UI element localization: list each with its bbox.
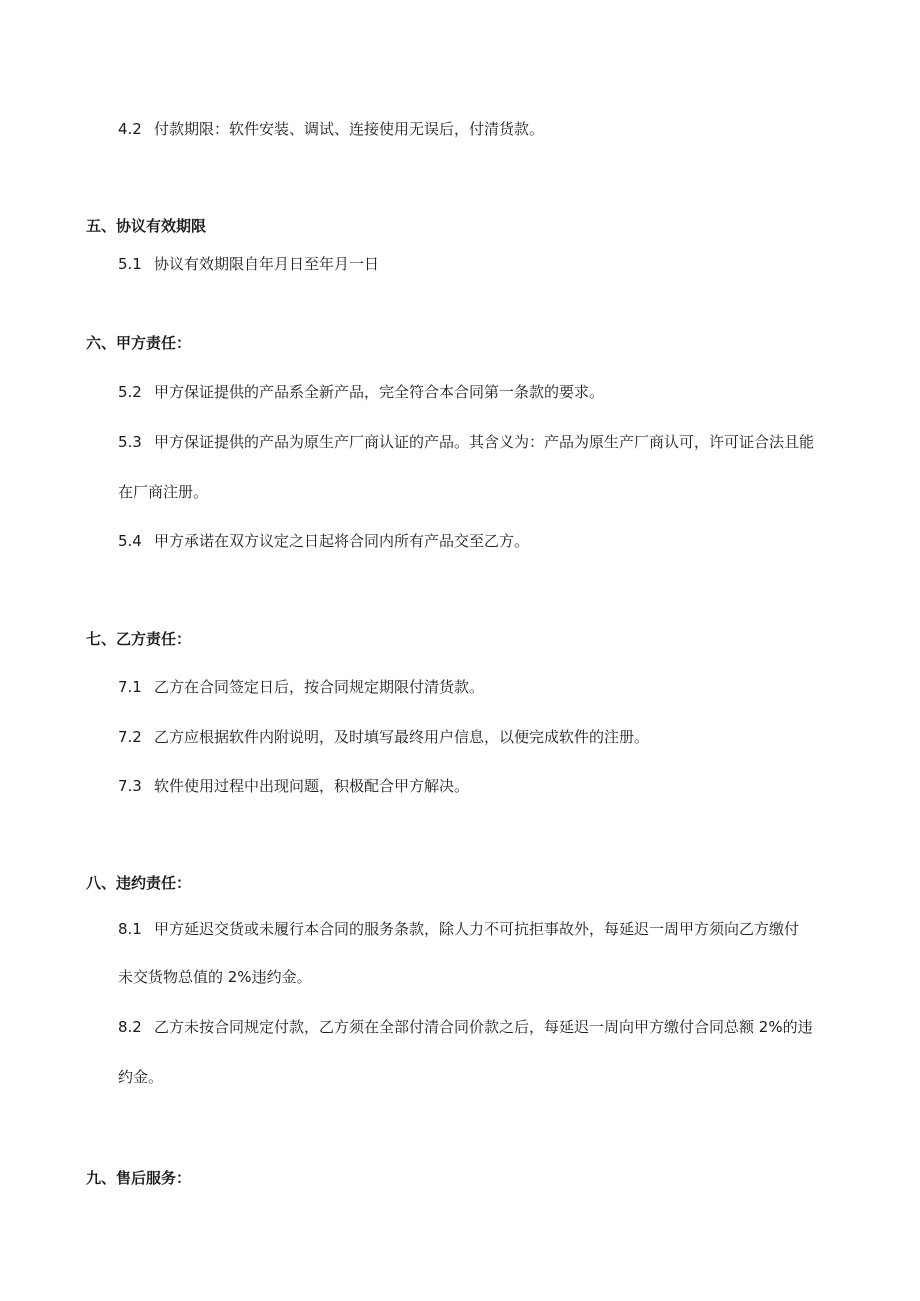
- clause-5-3-continuation: 在厂商注册。: [118, 483, 209, 501]
- clause-8-1: [118, 919, 799, 939]
- clause-number: 7.3: [118, 777, 142, 795]
- clause-8-2: [118, 1017, 813, 1037]
- clause-number: 7.2: [118, 728, 142, 746]
- clause-text: 甲方保证提供的产品系全新产品，完全符合本合同第一条款的要求。: [154, 383, 605, 401]
- clause-text: 乙方应根据软件内附说明，及时填写最终用户信息，以便完成软件的注册。: [154, 728, 650, 746]
- clause-text: 软件使用过程中出现问题，积极配合甲方解决。: [154, 777, 470, 795]
- clause-text: 付款期限：软件安装、调试、连接使用无误后，付清货款。: [154, 120, 545, 138]
- clause-5-4: [118, 531, 529, 551]
- clause-text: 乙方在合同签定日后，按合同规定期限付清货款。: [154, 678, 485, 696]
- clause-number: 4.2: [118, 120, 142, 138]
- section-heading-7: 七、乙方责任：: [86, 630, 192, 648]
- clause-text: 甲方承诺在双方议定之日起将合同内所有产品交至乙方。: [154, 532, 530, 550]
- clause-number: 7.1: [118, 678, 142, 696]
- clause-7-3: [118, 776, 469, 796]
- clause-5-3: [118, 432, 814, 452]
- section-heading-5: 五、协议有效期限: [86, 217, 207, 235]
- clause-8-1-continuation: 未交货物总值的 2%违约金。: [118, 968, 312, 986]
- clause-number: 8.1: [118, 920, 142, 938]
- clause-text: 乙方未按合同规定付款，乙方须在全部付清合同价款之后，每延迟一周向甲方缴付合同总额 2%的违: [154, 1018, 813, 1036]
- clause-number: 5.4: [118, 532, 142, 550]
- clause-text: 甲方延迟交货或未履行本合同的服务条款，除人力不可抗拒事故外，每延迟一周甲方须向乙方缴付: [154, 920, 800, 938]
- section-heading-8: 八、违约责任：: [86, 874, 192, 892]
- clause-number: 5.3: [118, 433, 142, 451]
- clause-text: 协议有效期限自年月日至年月一日: [154, 255, 380, 273]
- clause-5-1: [118, 254, 379, 274]
- clause-number: 5.2: [118, 383, 142, 401]
- section-heading-9: 九、售后服务：: [86, 1169, 192, 1187]
- clause-number: 5.1: [118, 255, 142, 273]
- clause-text: 甲方保证提供的产品为原生产厂商认证的产品。其含义为：产品为原生产厂商认可，许可证合法且能: [154, 433, 815, 451]
- clause-7-2: [118, 727, 649, 747]
- clause-8-2-continuation: 约金。: [118, 1068, 164, 1086]
- clause-5-2: [118, 382, 604, 402]
- section-heading-6: 六、甲方责任：: [86, 334, 192, 352]
- clause-4-2: [118, 119, 544, 139]
- clause-7-1: [118, 677, 484, 697]
- clause-number: 8.2: [118, 1018, 142, 1036]
